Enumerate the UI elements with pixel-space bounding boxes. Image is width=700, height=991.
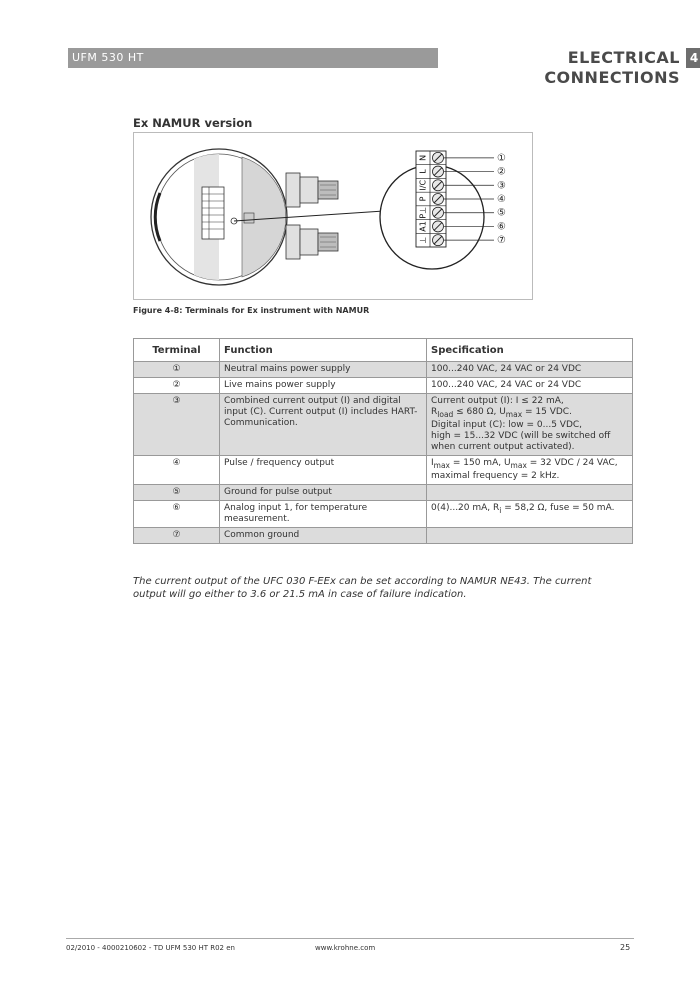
table-row xyxy=(134,500,633,527)
spec-text: = 15 VDC. xyxy=(522,407,572,417)
terminal-cell: ③ xyxy=(134,394,220,456)
terminal-cell: ⑦ xyxy=(134,527,220,543)
terminal-letter: P⊥ xyxy=(418,206,428,219)
terminal-spec-table xyxy=(133,338,633,544)
table-row xyxy=(134,362,633,378)
spec-cell: 100...240 VAC, 24 VAC or 24 VDC xyxy=(427,378,633,394)
spec-cell xyxy=(427,484,633,500)
footer-divider xyxy=(66,938,634,939)
function-cell: Neutral mains power supply xyxy=(220,362,427,378)
header-product-bar xyxy=(68,48,368,68)
spec-text: = 32 VDC / 24 VAC, xyxy=(526,457,618,468)
footer-page-number: 25 xyxy=(620,943,631,952)
terminal-cell: ② xyxy=(134,378,220,394)
spec-subscript: max xyxy=(510,460,527,470)
section-title: Ex NAMUR version xyxy=(133,116,253,130)
header-specification: Specification xyxy=(427,339,633,362)
function-cell: Pulse / frequency output xyxy=(220,455,427,484)
table-header-row xyxy=(134,339,633,362)
terminal-cell: ④ xyxy=(134,455,220,484)
terminal-number: ⑦ xyxy=(497,235,506,247)
function-cell: Ground for pulse output xyxy=(220,484,427,500)
footer-doc-ref: 02/2010 - 4000210602 - TD UFM 530 HT R02 en xyxy=(66,944,235,952)
function-cell: Live mains power supply xyxy=(220,378,427,394)
spec-line: high = 15...32 VDC (will be switched off when current output activated). xyxy=(431,430,611,452)
spec-subscript: i xyxy=(499,505,502,515)
terminal-cell: ⑤ xyxy=(134,484,220,500)
footer-website: www.krohne.com xyxy=(315,944,376,952)
table-row xyxy=(134,378,633,394)
spec-line xyxy=(431,407,628,420)
function-cell: Analog input 1, for temperature measurement. xyxy=(220,500,427,527)
figure-caption: Figure 4-8: Terminals for Ex instrument with NAMUR xyxy=(133,306,370,315)
table-row xyxy=(134,484,633,500)
terminal-cell: ⑥ xyxy=(134,500,220,527)
terminal-number: ④ xyxy=(497,194,506,205)
terminal-letter: ⊥ xyxy=(418,236,428,244)
spec-text: = 150 mA, U xyxy=(450,457,511,468)
terminal-number: ① xyxy=(497,152,506,164)
spec-text: R xyxy=(431,407,438,417)
header-function: Function xyxy=(220,339,427,362)
spec-cell: 100...240 VAC, 24 VAC or 24 VDC xyxy=(427,362,633,378)
spec-line: Current output (I): I ≤ 22 mA, xyxy=(431,396,564,406)
spec-cell xyxy=(427,394,633,456)
header-divider xyxy=(368,48,438,68)
terminal-letter: A1 xyxy=(418,221,428,232)
spec-text: 0(4)...20 mA, R xyxy=(431,502,500,513)
spec-subscript: max xyxy=(433,460,450,470)
terminal-number: ⑤ xyxy=(497,207,506,219)
spec-cell xyxy=(427,527,633,543)
function-cell: Common ground xyxy=(220,527,427,543)
terminal-number: ② xyxy=(497,166,506,178)
table-row xyxy=(134,527,633,543)
spec-subscript: load xyxy=(437,409,454,419)
spec-subscript: max xyxy=(505,409,523,419)
namur-note: The current output of the UFC 030 F-EEx can be set according to NAMUR NE43. The current output will go either to 3.6 or 21.5 mA in case of failure indication. xyxy=(133,576,592,600)
spec-line: Digital input (C): low = 0...5 VDC, xyxy=(431,419,583,430)
function-cell: Combined current output (I) and digital input (C). Current output (I) includes HART-Communication. xyxy=(220,394,427,456)
terminal-number: ⑥ xyxy=(497,221,506,233)
terminal-diagram-drawing xyxy=(134,133,534,301)
terminal-letter: I/C xyxy=(418,179,428,191)
header-product: UFM 530 HT xyxy=(72,51,144,64)
terminal-letter: L xyxy=(418,169,428,174)
spec-text: = 58,2 Ω, fuse = 50 mA. xyxy=(501,502,615,513)
spec-text: ≤ 680 Ω, U xyxy=(453,407,506,417)
table-row xyxy=(134,394,633,456)
chapter-title: ELECTRICAL CONNECTIONS xyxy=(440,48,684,68)
chapter-number: 4 xyxy=(686,48,700,68)
terminal-letter: P xyxy=(418,196,428,202)
spec-line xyxy=(431,458,628,471)
spec-line: maximal frequency = 2 kHz. xyxy=(431,470,560,481)
terminal-letter: N xyxy=(418,154,428,161)
header-terminal: Terminal xyxy=(134,339,220,362)
spec-text: I xyxy=(431,457,434,468)
spec-cell xyxy=(427,500,633,527)
terminal-number: ③ xyxy=(497,180,506,192)
terminal-diagram xyxy=(133,132,533,300)
terminal-cell: ① xyxy=(134,362,220,378)
spec-cell xyxy=(427,455,633,484)
page-header xyxy=(68,48,699,87)
table-row xyxy=(134,455,633,484)
